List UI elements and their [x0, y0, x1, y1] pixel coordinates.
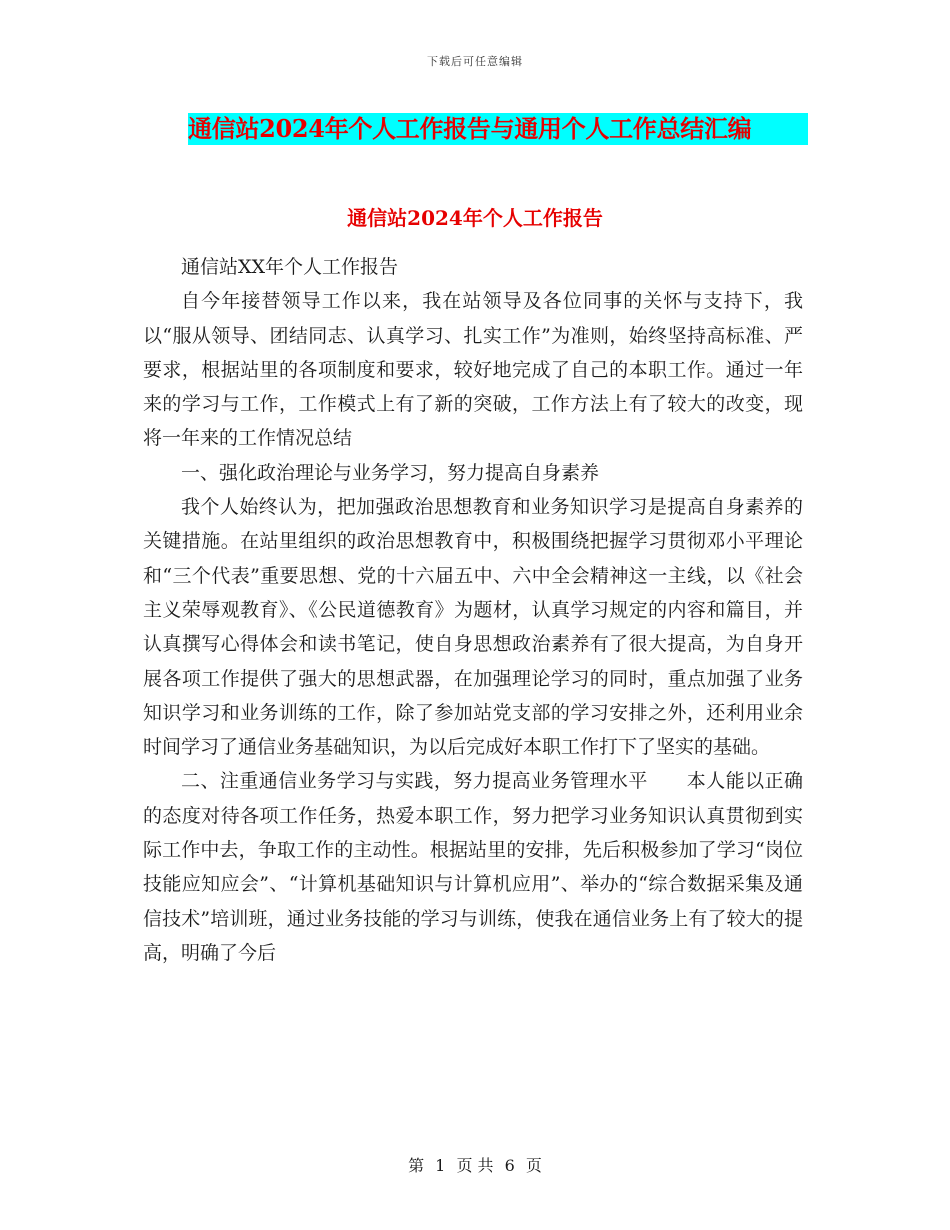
paragraph-section-two: 二、注重通信业务学习与实践，努力提高业务管理水平 本人能以正确的态度对待各项工作任务，热爱本职工作，努力把学习业务知识认真贯彻到实际工作中去，争取工作的主动性。根据站里的安排，先后积极参加了学习“岗位技能应知应会”、“计算机基础知识与计算机应用”、举办的“综合数据采集及通信技术”培训班，通过业务技能的学习与训练，使我在通信业务上有了较大的提高，明确了今后: [143, 770, 803, 964]
page-footer: [0, 1153, 950, 1176]
document-title: 通信站2024年个人工作报告与通用个人工作总结汇编: [188, 113, 808, 145]
paragraph-section-one-heading: 一、强化政治理论与业务学习，努力提高自身素养: [181, 461, 600, 484]
paragraph-intro: 自今年接替领导工作以来，我在站领导及各位同事的关怀与支持下，我以“服从领导、团结同志、认真学习、扎实工作”为准则，始终坚持高标准、严要求，根据站里的各项制度和要求，较好地完成了自己的本职工作。通过一年来的学习与工作，工作模式上有了新的突破，工作方法上有了较大的改变，现将一年来的工作情况总结: [143, 290, 803, 450]
footer-total-pages: 6: [504, 1156, 515, 1175]
footer-prefix: 第: [408, 1156, 425, 1175]
footer-suffix: 页: [525, 1156, 542, 1175]
footer-page-number: 1: [435, 1156, 446, 1175]
body-text: [143, 250, 803, 970]
footer-middle: 页 共: [456, 1156, 494, 1175]
header-note: 下载后可任意编辑: [427, 55, 523, 68]
paragraph-heading-line: 通信站XX年个人工作报告: [181, 256, 399, 278]
paragraph-section-one-body: 我个人始终认为，把加强政治思想教育和业务知识学习是提高自身素养的关键措施。在站里组织的政治思想教育中，积极围绕把握学习贯彻邓小平理论和“三个代表”重要思想、党的十六届五中、六中全会精神这一主线，以《社会主义荣辱观教育》、《公民道德教育》为题材，认真学习规定的内容和篇目，并认真撰写心得体会和读书笔记，使自身思想政治素养有了很大提高，为自身开展各项工作提供了强大的思想武器，在加强理论学习的同时，重点加强了业务知识学习和业务训练的工作，除了参加站党支部的学习安排之外，还利用业余时间学习了通信业务基础知识，为以后完成好本职工作打下了坚实的基础。: [143, 496, 803, 759]
section-title: 通信站2024年个人工作报告: [347, 206, 603, 230]
